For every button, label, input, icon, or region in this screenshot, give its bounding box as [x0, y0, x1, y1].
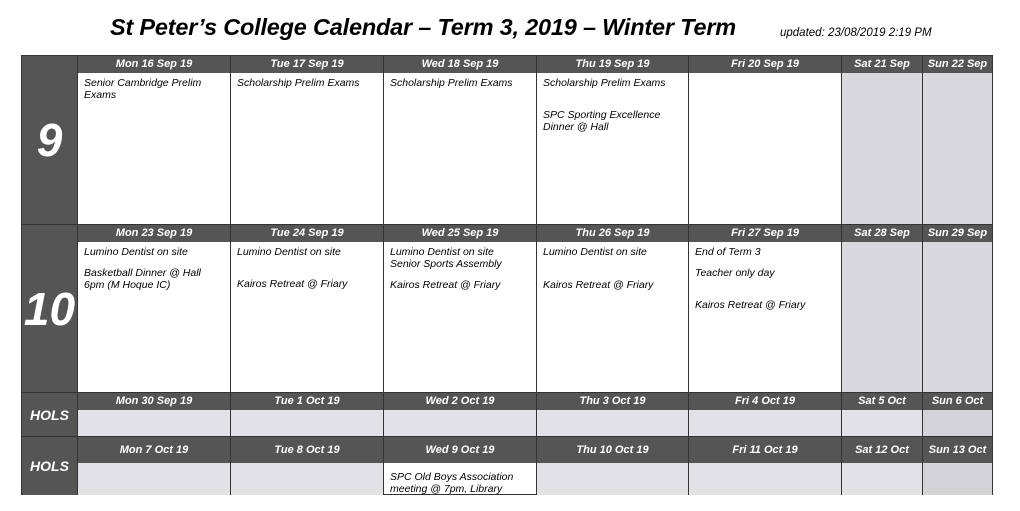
day-cell[interactable] [230, 56, 383, 224]
day-cell[interactable] [383, 393, 536, 437]
day-header: Tue 17 Sep 19 [231, 56, 383, 73]
day-header: Sun 6 Oct [923, 393, 992, 410]
event: Lumino Dentist on site [543, 246, 647, 258]
day-header: Sat 28 Sep [842, 225, 922, 242]
day-cell[interactable] [230, 437, 383, 495]
day-cell[interactable] [922, 393, 992, 437]
day-cell[interactable] [77, 437, 230, 495]
day-header: Mon 16 Sep 19 [78, 56, 230, 73]
day-cell[interactable] [841, 225, 922, 393]
day-header: Thu 3 Oct 19 [537, 393, 688, 410]
week-row-9 [22, 56, 992, 224]
event: End of Term 3 [695, 246, 761, 258]
day-cell[interactable] [77, 225, 230, 393]
event: SPC Old Boys Association meeting @ 7pm, Library [390, 471, 514, 495]
event: Kairos Retreat @ Friary [543, 279, 654, 291]
week-row-10 [22, 224, 992, 393]
event: Lumino Dentist on site [237, 246, 341, 258]
day-header: Sun 29 Sep [923, 225, 992, 242]
day-cell[interactable] [688, 56, 841, 224]
day-header: Sat 12 Oct [842, 437, 922, 463]
day-cell[interactable] [536, 56, 688, 224]
event: Kairos Retreat @ Friary [390, 279, 501, 291]
day-header: Thu 26 Sep 19 [537, 225, 688, 242]
day-cell[interactable] [383, 225, 536, 393]
event: Scholarship Prelim Exams [237, 77, 360, 89]
day-header: Wed 25 Sep 19 [384, 225, 536, 242]
day-header: Sat 5 Oct [842, 393, 922, 410]
week-label: HOLS [22, 393, 77, 437]
day-cell[interactable] [77, 56, 230, 224]
day-header: Tue 8 Oct 19 [231, 437, 383, 463]
day-cell[interactable] [841, 56, 922, 224]
week-label: 9 [22, 56, 77, 224]
week-label: 10 [22, 225, 77, 393]
event: Scholarship Prelim Exams [543, 77, 666, 89]
day-header: Thu 19 Sep 19 [537, 56, 688, 73]
day-header: Fri 27 Sep 19 [689, 225, 841, 242]
day-header: Wed 18 Sep 19 [384, 56, 536, 73]
day-cell[interactable] [77, 393, 230, 437]
day-header: Sat 21 Sep [842, 56, 922, 73]
day-header: Wed 9 Oct 19 [384, 437, 536, 463]
day-cell[interactable] [536, 437, 688, 495]
day-header: Mon 23 Sep 19 [78, 225, 230, 242]
event: Lumino Dentist on site [390, 246, 494, 258]
day-header: Tue 1 Oct 19 [231, 393, 383, 410]
day-header: Thu 10 Oct 19 [537, 437, 688, 463]
day-header: Sun 22 Sep [923, 56, 992, 73]
day-cell[interactable] [688, 393, 841, 437]
event: Kairos Retreat @ Friary [237, 278, 348, 290]
week-label: HOLS [22, 437, 77, 495]
day-header: Fri 11 Oct 19 [689, 437, 841, 463]
day-cell[interactable] [383, 437, 536, 495]
day-cell[interactable] [688, 437, 841, 495]
day-cell[interactable] [230, 225, 383, 393]
updated-timestamp: updated: 23/08/2019 2:19 PM [780, 27, 932, 39]
day-header: Mon 7 Oct 19 [78, 437, 230, 463]
day-cell[interactable] [230, 393, 383, 437]
event: Kairos Retreat @ Friary [695, 299, 806, 311]
event: Senior Cambridge Prelim Exams [84, 77, 202, 101]
week-row-hols-2 [22, 436, 992, 495]
day-header: Mon 30 Sep 19 [78, 393, 230, 410]
day-cell[interactable] [688, 225, 841, 393]
calendar-grid [21, 55, 993, 495]
day-cell[interactable] [922, 56, 992, 224]
day-cell[interactable] [383, 56, 536, 224]
day-header: Tue 24 Sep 19 [231, 225, 383, 242]
page-title: St Peter’s College Calendar – Term 3, 2019 – Winter Term [110, 14, 736, 40]
event: Senior Sports Assembly [390, 258, 502, 270]
day-cell[interactable] [536, 225, 688, 393]
day-header: Fri 4 Oct 19 [689, 393, 841, 410]
day-header: Fri 20 Sep 19 [689, 56, 841, 73]
event: Scholarship Prelim Exams [390, 77, 513, 89]
day-header: Wed 2 Oct 19 [384, 393, 536, 410]
day-cell[interactable] [841, 393, 922, 437]
event: Basketball Dinner @ Hall 6pm (M Hoque IC) [84, 267, 201, 291]
day-cell[interactable] [841, 437, 922, 495]
event: Teacher only day [695, 267, 775, 279]
week-row-hols-1 [22, 392, 992, 437]
day-header: Sun 13 Oct [923, 437, 992, 463]
event: SPC Sporting Excellence Dinner @ Hall [543, 109, 661, 133]
day-cell[interactable] [922, 437, 992, 495]
event: Lumino Dentist on site [84, 246, 188, 258]
day-cell[interactable] [536, 393, 688, 437]
day-cell[interactable] [922, 225, 992, 393]
